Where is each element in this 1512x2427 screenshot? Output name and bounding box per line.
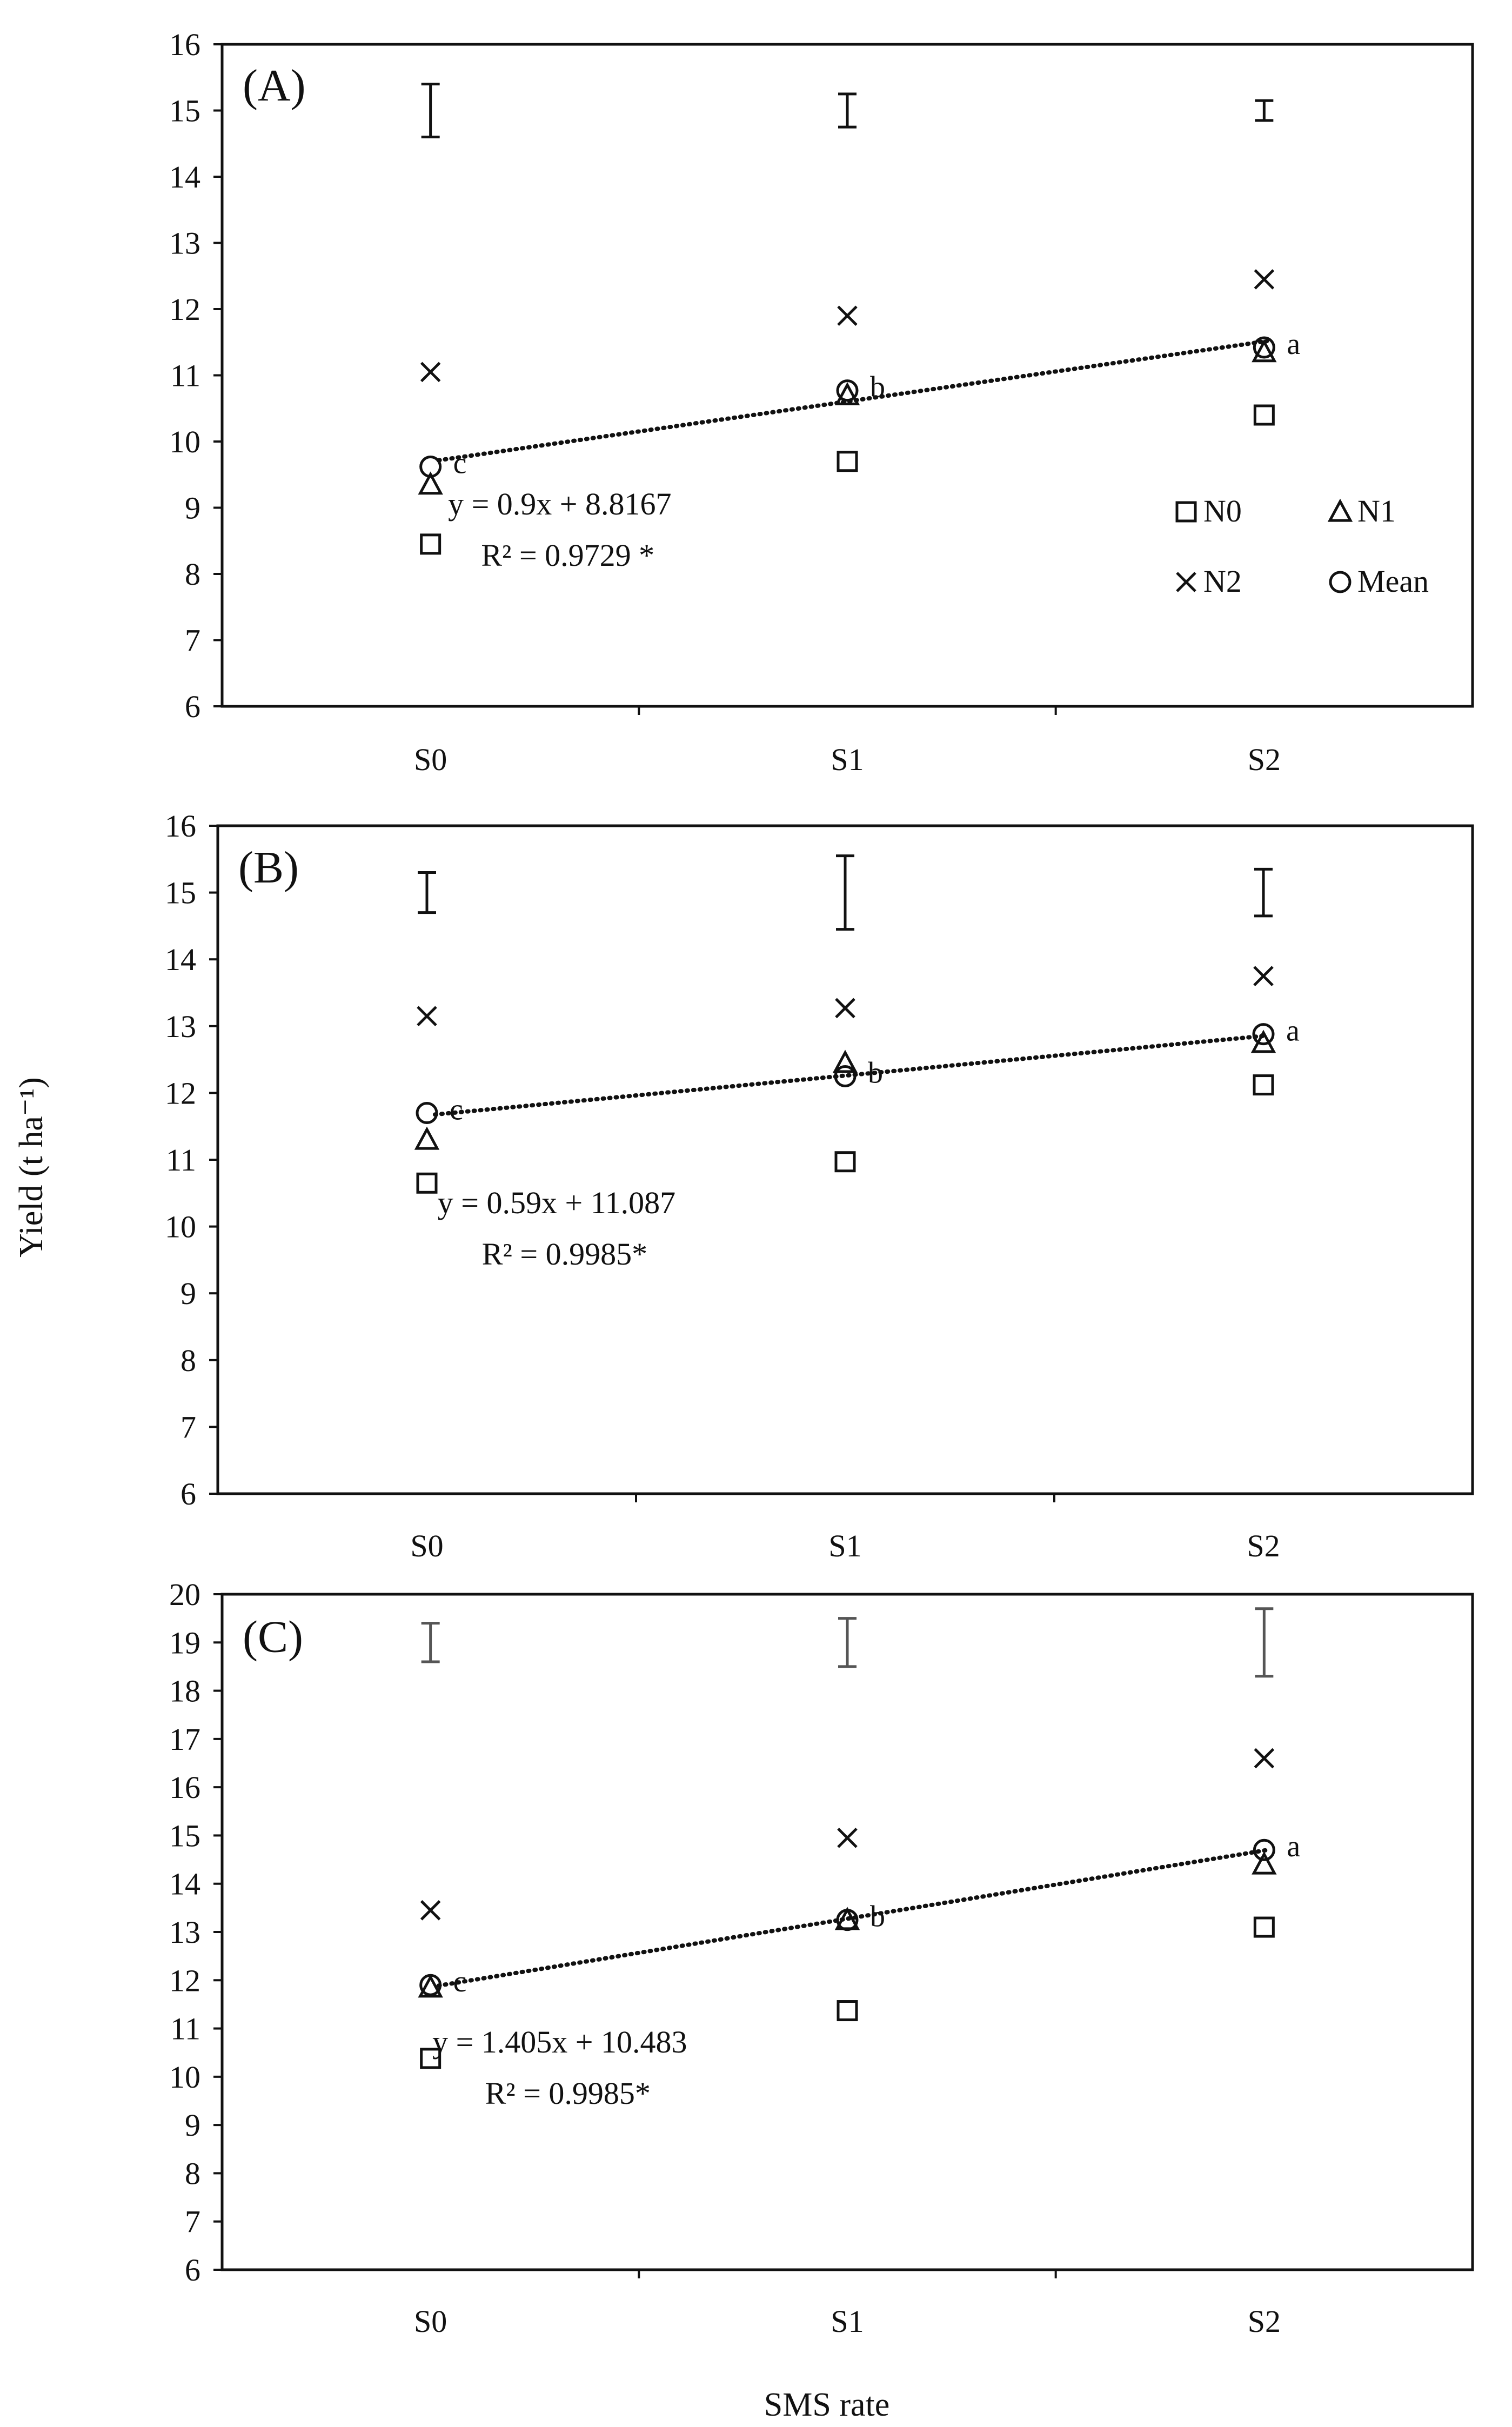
point-n2 <box>1255 270 1273 289</box>
point-n0 <box>1255 406 1273 424</box>
y-tick-label: 10 <box>169 424 200 459</box>
y-tick-label: 20 <box>169 1577 200 1612</box>
point-n0 <box>418 1174 436 1192</box>
x-tick-label: S2 <box>1247 2304 1281 2339</box>
x-tick-label: S2 <box>1247 742 1281 777</box>
y-axis-title: Yield (t ha⁻¹) <box>13 1077 50 1258</box>
x-tick-label: S1 <box>828 1528 862 1563</box>
y-tick-label: 19 <box>169 1625 200 1661</box>
series-n1 <box>417 1033 1274 1148</box>
x-axis-title: SMS rate <box>764 2386 890 2423</box>
y-tick-label: 7 <box>185 2204 200 2239</box>
y-tick-label: 6 <box>180 1476 196 1512</box>
y-tick-label: 16 <box>165 808 196 844</box>
y-tick-label: 18 <box>169 1673 200 1709</box>
error-bar <box>422 84 440 137</box>
series-n2 <box>422 270 1274 382</box>
y-tick-label: 13 <box>169 225 200 261</box>
legend-label-n0: N0 <box>1203 493 1242 529</box>
significance-letter: a <box>1286 1014 1300 1048</box>
error-bar <box>1254 869 1273 916</box>
point-n2 <box>836 999 854 1017</box>
y-tick-label: 12 <box>165 1075 196 1111</box>
significance-letter: b <box>870 370 885 404</box>
y-tick-label: 7 <box>180 1409 196 1445</box>
plot-frame <box>222 1594 1473 2270</box>
y-tick-label: 6 <box>185 2252 200 2288</box>
chart-panel-2 <box>165 808 1473 1563</box>
point-n2 <box>418 1007 436 1025</box>
panel-label: (A) <box>243 61 306 111</box>
chart-panel-3 <box>169 1577 1473 2339</box>
trend-equation: y = 0.59x + 11.087 <box>437 1185 676 1220</box>
trend-equation: y = 1.405x + 10.483 <box>432 2024 687 2060</box>
significance-letter: a <box>1287 327 1301 362</box>
legend-marker-n1 <box>1330 502 1350 520</box>
y-tick-label: 14 <box>165 942 196 978</box>
point-n0 <box>1254 1076 1273 1094</box>
x-tick-label: S2 <box>1247 1528 1280 1563</box>
point-n2 <box>1255 1749 1273 1768</box>
x-tick-label: S1 <box>831 742 864 777</box>
legend-marker-n0 <box>1177 503 1195 521</box>
trend-equation: y = 0.9x + 8.8167 <box>448 486 672 521</box>
legend-label-mean: Mean <box>1357 564 1429 599</box>
y-tick-label: 9 <box>185 490 200 526</box>
y-tick-label: 7 <box>185 623 200 658</box>
y-tick-label: 16 <box>169 1770 200 1806</box>
point-n2 <box>422 363 440 381</box>
point-n2 <box>838 1829 857 1847</box>
y-tick-label: 11 <box>170 2011 200 2047</box>
error-bar <box>1255 1609 1273 1676</box>
chart-panel-1 <box>169 27 1473 777</box>
y-tick-label: 14 <box>169 1866 200 1902</box>
point-n0 <box>422 535 440 553</box>
error-bar <box>1255 101 1273 121</box>
y-tick-label: 11 <box>166 1142 196 1178</box>
y-tick-label: 15 <box>169 1818 200 1854</box>
y-tick-label: 12 <box>169 292 200 327</box>
significance-letter: c <box>450 1093 463 1127</box>
series-mean <box>417 1025 1273 1123</box>
error-bar <box>836 856 854 930</box>
r-squared: R² = 0.9985* <box>481 1236 648 1272</box>
point-n0 <box>836 1153 854 1171</box>
y-tick-label: 17 <box>169 1721 200 1757</box>
series-n0 <box>422 406 1274 553</box>
y-tick-label: 15 <box>169 93 200 129</box>
legend <box>1177 493 1429 599</box>
legend-label-n2: N2 <box>1203 564 1242 599</box>
y-tick-label: 8 <box>180 1342 196 1378</box>
point-n1 <box>417 1129 437 1148</box>
y-tick-label: 9 <box>185 2108 200 2143</box>
trendline <box>439 341 1267 460</box>
error-bar <box>838 1619 857 1667</box>
error-bar <box>418 873 436 913</box>
y-tick-label: 9 <box>180 1276 196 1312</box>
point-n0 <box>838 2002 857 2020</box>
x-tick-label: S0 <box>414 2304 447 2339</box>
legend-label-n1: N1 <box>1357 493 1396 529</box>
significance-letter: c <box>453 446 467 480</box>
y-tick-label: 8 <box>185 2156 200 2191</box>
point-n0 <box>1255 1918 1273 1936</box>
series-n0 <box>418 1076 1273 1193</box>
r-squared: R² = 0.9729 * <box>481 537 655 573</box>
series-n1 <box>420 1854 1275 1999</box>
significance-letter: c <box>453 1965 467 1999</box>
plot-frame <box>222 44 1473 706</box>
y-tick-label: 16 <box>169 27 200 62</box>
r-squared: R² = 0.9985* <box>485 2076 651 2111</box>
x-tick-label: S0 <box>414 742 447 777</box>
x-tick-label: S0 <box>410 1528 444 1563</box>
y-tick-label: 11 <box>170 358 200 393</box>
y-tick-label: 10 <box>165 1209 196 1245</box>
y-tick-label: 6 <box>185 689 200 724</box>
series-n2 <box>422 1749 1274 1920</box>
significance-letter: b <box>870 1900 885 1934</box>
point-n0 <box>838 452 857 471</box>
y-tick-label: 13 <box>165 1008 196 1044</box>
panel-label: (B) <box>238 843 299 893</box>
legend-marker-n2 <box>1177 573 1195 591</box>
y-tick-label: 8 <box>185 557 200 592</box>
trendline <box>435 1035 1266 1114</box>
significance-letter: a <box>1287 1830 1301 1864</box>
point-n2 <box>1254 967 1273 985</box>
error-bar <box>838 94 857 127</box>
y-tick-label: 13 <box>169 1915 200 1950</box>
y-tick-label: 12 <box>169 1963 200 1998</box>
significance-letter: b <box>868 1056 883 1090</box>
panel-label: (C) <box>243 1612 303 1662</box>
x-tick-label: S1 <box>831 2304 864 2339</box>
y-tick-label: 14 <box>169 159 200 195</box>
series-n2 <box>418 967 1273 1025</box>
point-n2 <box>422 1901 440 1920</box>
error-bar <box>422 1623 440 1662</box>
legend-marker-mean <box>1330 572 1350 592</box>
y-tick-label: 15 <box>165 875 196 911</box>
point-n2 <box>838 306 857 325</box>
y-tick-label: 10 <box>169 2059 200 2095</box>
